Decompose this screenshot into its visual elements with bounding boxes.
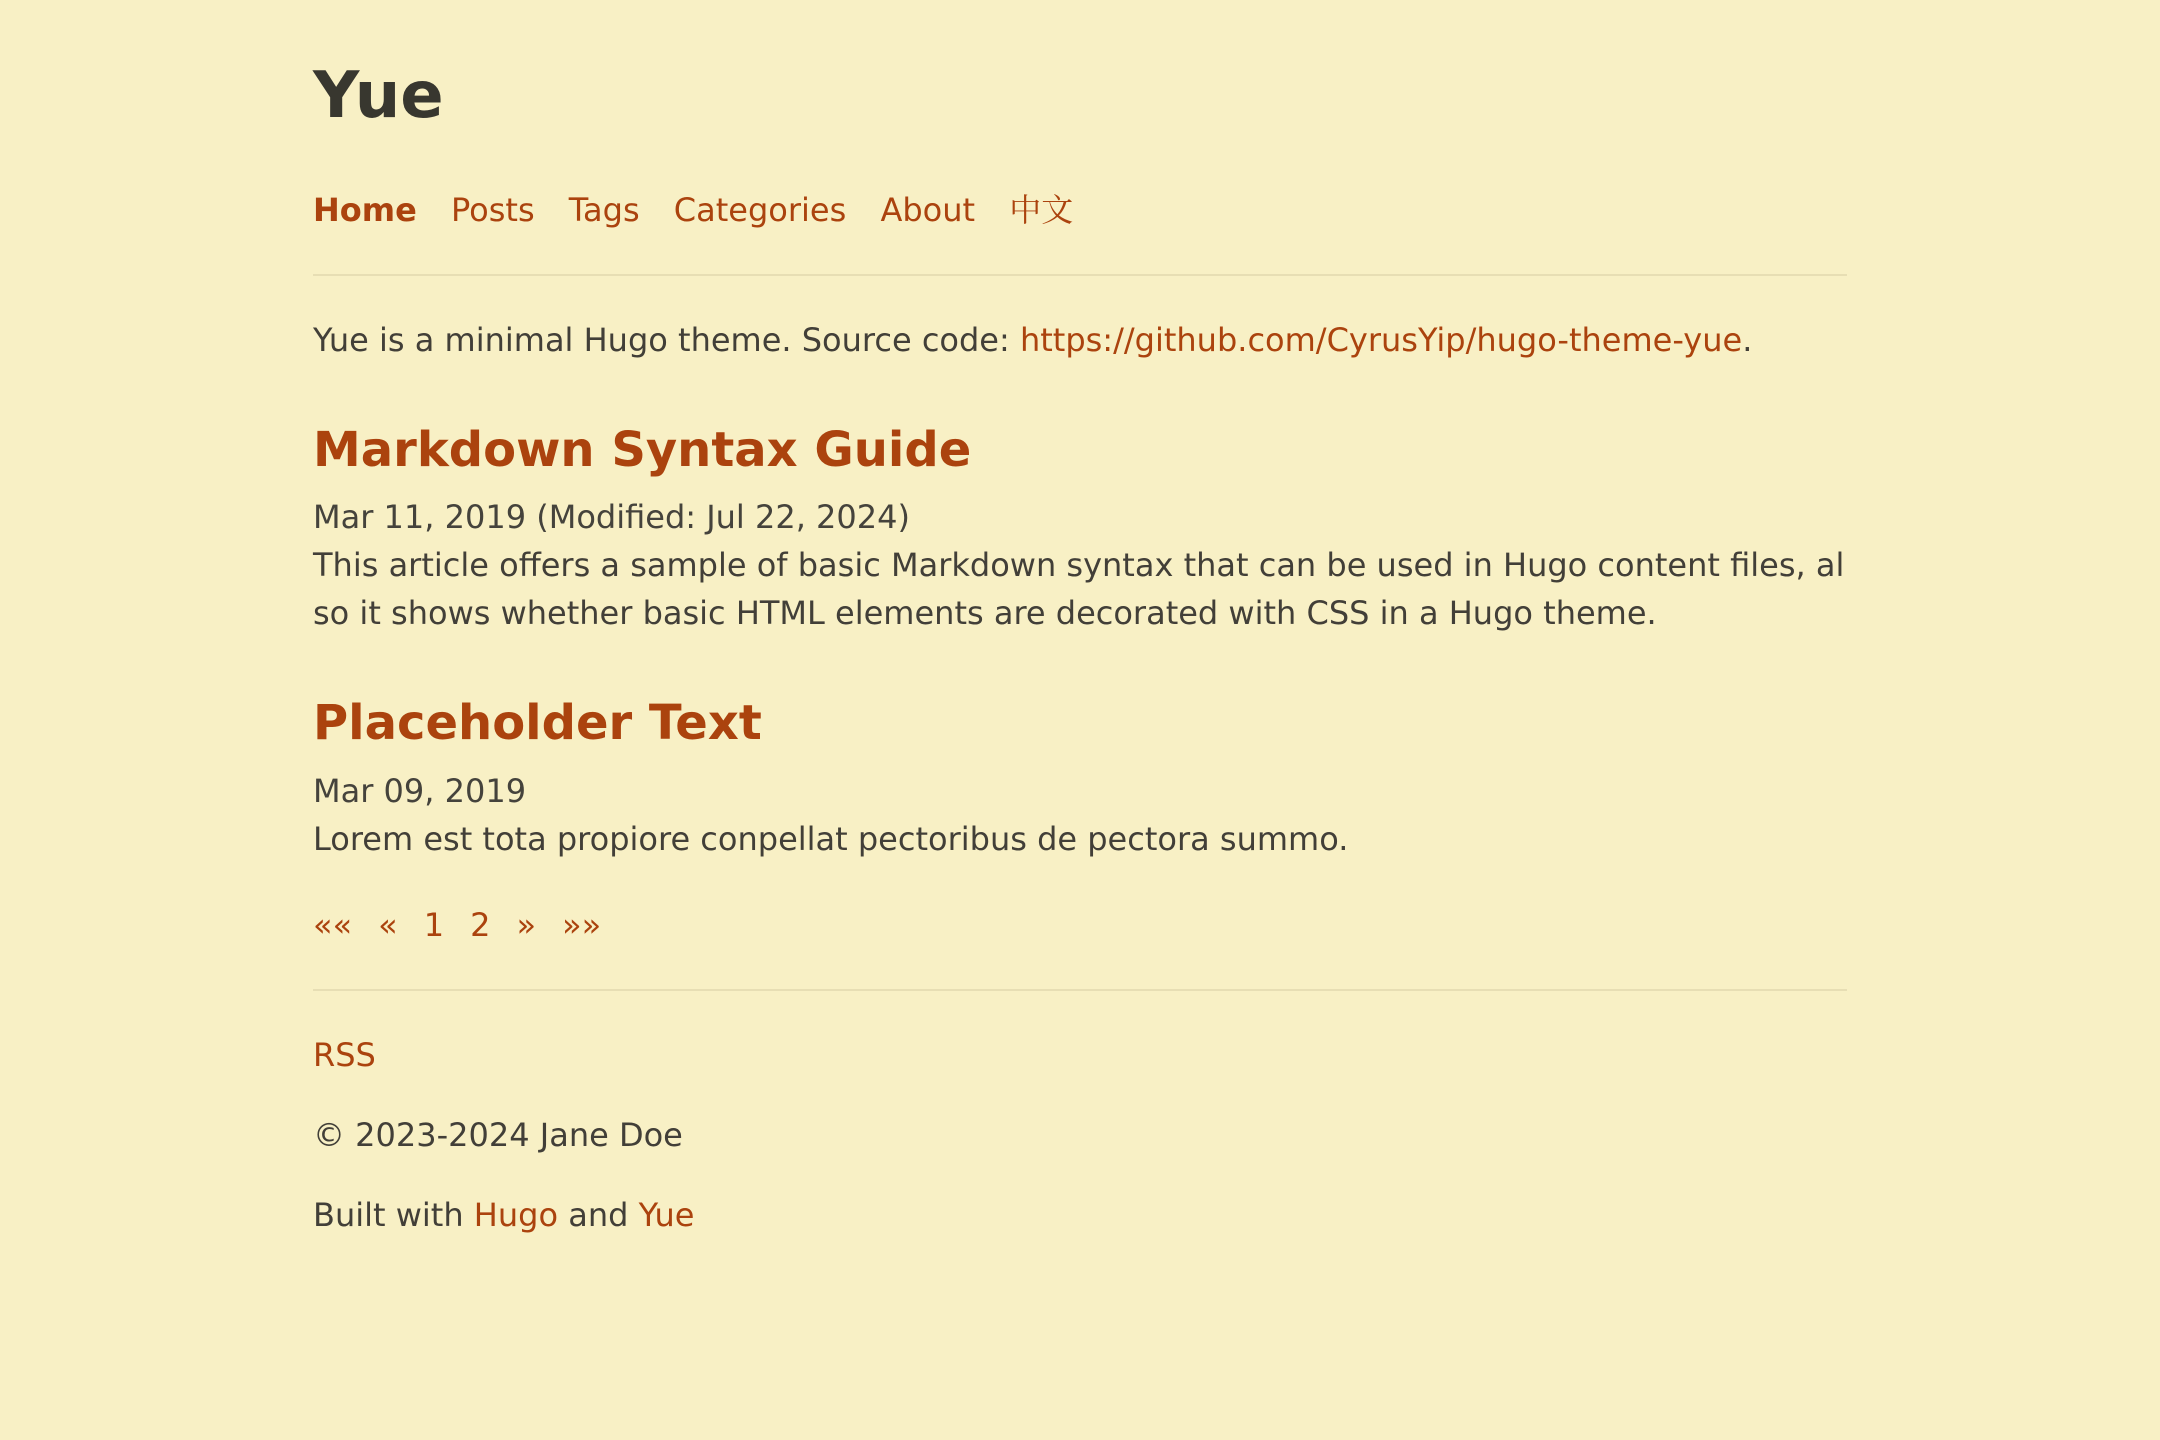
post-title	[313, 422, 1847, 480]
copyright: © 2023-2024 Jane Doe	[313, 1115, 683, 1154]
post-summary: Lorem est tota propiore conpellat pectoribus de pectora summo.	[313, 819, 1349, 858]
intro-suffix: .	[1742, 320, 1753, 359]
post-list	[313, 422, 1847, 863]
nav-item-categories[interactable]: Categories	[673, 190, 847, 229]
nav-item-posts[interactable]: Posts	[450, 190, 535, 229]
pagination-page-2[interactable]: 2	[470, 905, 491, 944]
post-title-link[interactable]: Placeholder Text	[313, 695, 762, 752]
post-date: Mar 11, 2019 (Modified: Jul 22, 2024)	[313, 498, 910, 537]
yue-theme-link[interactable]: Yue	[638, 1195, 695, 1234]
rss-link[interactable]: RSS	[313, 1035, 376, 1074]
site-footer	[313, 1031, 1847, 1239]
source-code-link[interactable]: https://github.com/CyrusYip/hugo-theme-yue	[1019, 320, 1743, 359]
pagination-last[interactable]: »»	[562, 905, 602, 944]
post-item	[313, 422, 1847, 638]
pagination-prev[interactable]: «	[378, 905, 398, 944]
post-item	[313, 695, 1847, 863]
main-nav	[313, 186, 1847, 234]
pagination-next[interactable]: »	[516, 905, 537, 944]
intro-text	[313, 316, 1847, 364]
nav-item-home[interactable]: Home	[313, 190, 417, 229]
header-divider	[313, 274, 1847, 276]
built-with-middle: and	[558, 1195, 639, 1234]
nav-item-tags[interactable]: Tags	[568, 190, 640, 229]
intro-prefix: Yue is a minimal Hugo theme. Source code:	[313, 320, 1020, 359]
built-with	[313, 1191, 1847, 1239]
post-summary: This article offers a sample of basic Markdown syntax that can be used in Hugo content files, also it shows whether basic HTML elements are decorated with CSS in a Hugo theme.	[313, 546, 1845, 633]
nav-item-about[interactable]: About	[880, 190, 976, 229]
post-title-link[interactable]: Markdown Syntax Guide	[313, 421, 972, 478]
page-container	[313, 60, 1847, 1239]
pagination	[313, 901, 1847, 949]
site-header	[313, 60, 1847, 234]
built-with-prefix: Built with	[313, 1195, 474, 1234]
main-content	[313, 316, 1847, 949]
post-title	[313, 695, 1847, 753]
footer-divider	[313, 989, 1847, 991]
pagination-first[interactable]: ««	[313, 905, 353, 944]
hugo-link[interactable]: Hugo	[473, 1195, 559, 1234]
pagination-page-1[interactable]: 1	[423, 905, 445, 944]
rss-line	[313, 1031, 1847, 1079]
post-date: Mar 09, 2019	[313, 771, 527, 810]
site-title: Yue	[313, 59, 444, 133]
nav-item-chinese[interactable]: 中文	[1009, 190, 1074, 229]
